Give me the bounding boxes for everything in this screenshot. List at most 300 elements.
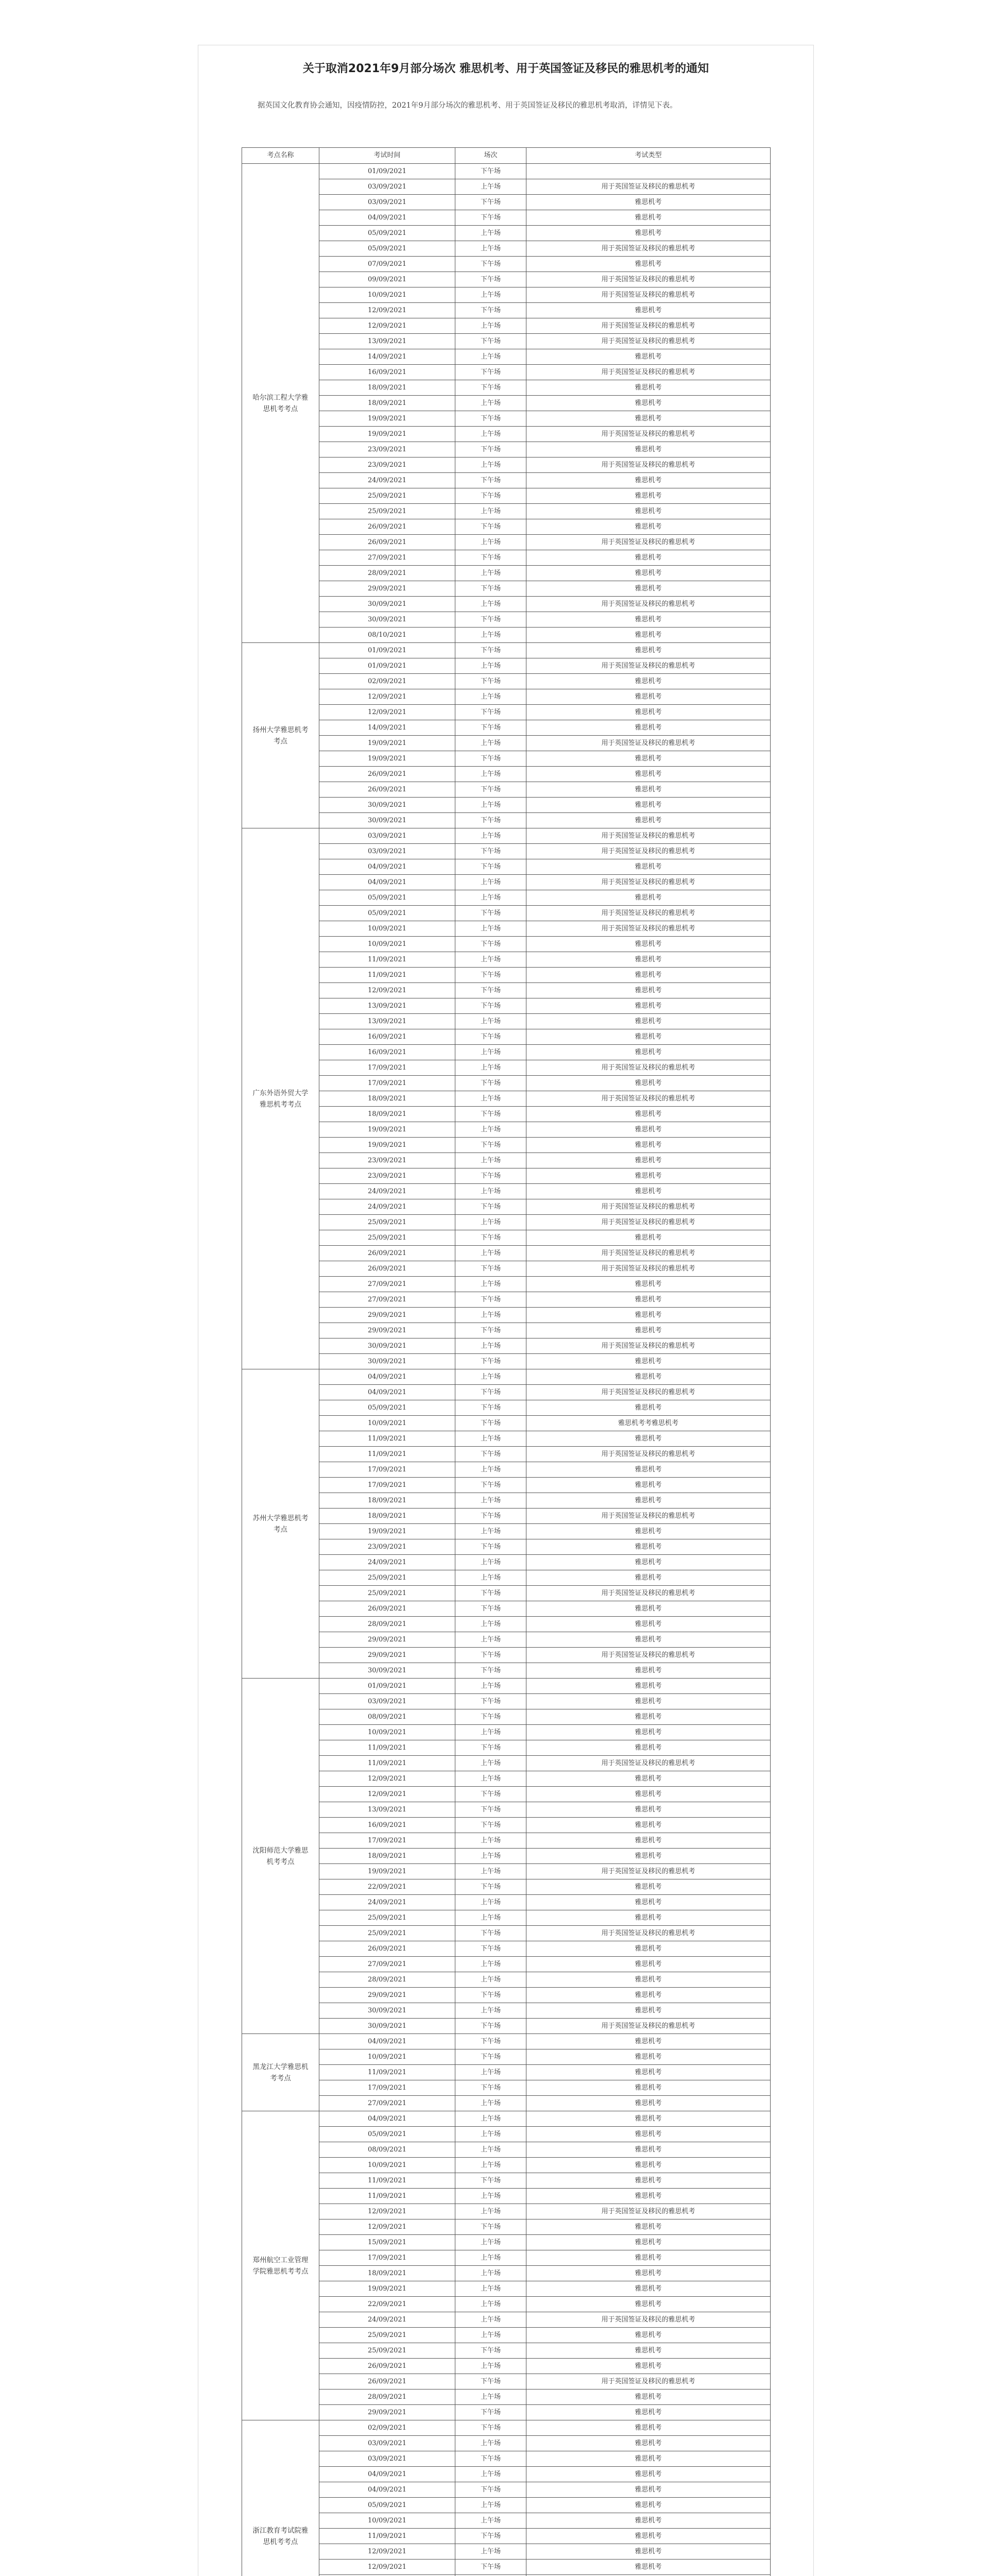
table-row <box>242 535 771 550</box>
type-cell: 雅思机考 <box>526 751 771 767</box>
type-cell <box>526 164 771 179</box>
session-cell: 下午场 <box>455 1709 526 1725</box>
session-cell: 下午场 <box>455 442 526 457</box>
session-cell: 上午场 <box>455 1849 526 1864</box>
table-row <box>242 968 771 983</box>
session-cell: 上午场 <box>455 2297 526 2312</box>
header-date: 考试时间 <box>319 148 455 164</box>
venue-cell: 郑州航空工业管理学院雅思机考考点 <box>242 2111 319 2420</box>
table-row <box>242 1539 771 1555</box>
session-cell: 下午场 <box>455 612 526 628</box>
session-cell: 上午场 <box>455 1091 526 1107</box>
table-row <box>242 1740 771 1756</box>
type-cell: 用于英国签证及移民的雅思机考 <box>526 318 771 334</box>
type-cell: 用于英国签证及移民的雅思机考 <box>526 906 771 921</box>
date-cell: 17/09/2021 <box>319 2080 455 2096</box>
table-row <box>242 2374 771 2389</box>
date-cell: 26/09/2021 <box>319 519 455 535</box>
type-cell: 用于英国签证及移民的雅思机考 <box>526 535 771 550</box>
date-cell: 25/09/2021 <box>319 1910 455 1926</box>
session-cell: 上午场 <box>455 2204 526 2219</box>
type-cell: 用于英国签证及移民的雅思机考 <box>526 457 771 473</box>
date-cell: 16/09/2021 <box>319 1045 455 1060</box>
venue-cell: 黑龙江大学雅思机考考点 <box>242 2034 319 2111</box>
date-cell: 28/09/2021 <box>319 1617 455 1632</box>
date-cell: 30/09/2021 <box>319 1338 455 1354</box>
session-cell: 上午场 <box>455 952 526 968</box>
date-cell: 29/09/2021 <box>319 1308 455 1323</box>
session-cell: 下午场 <box>455 581 526 597</box>
date-cell: 23/09/2021 <box>319 1153 455 1168</box>
type-cell: 用于英国签证及移民的雅思机考 <box>526 844 771 859</box>
session-cell: 上午场 <box>455 2142 526 2158</box>
session-cell: 上午场 <box>455 1122 526 1138</box>
table-row <box>242 2142 771 2158</box>
date-cell: 25/09/2021 <box>319 504 455 519</box>
session-cell: 下午场 <box>455 1787 526 1802</box>
date-cell: 25/09/2021 <box>319 1230 455 1246</box>
date-cell: 27/09/2021 <box>319 1277 455 1292</box>
session-cell: 上午场 <box>455 287 526 303</box>
table-row <box>242 2250 771 2266</box>
type-cell: 雅思机考 <box>526 2420 771 2436</box>
date-cell: 26/09/2021 <box>319 1941 455 1957</box>
type-cell: 雅思机考 <box>526 1431 771 1447</box>
session-cell: 上午场 <box>455 1725 526 1740</box>
date-cell: 30/09/2021 <box>319 2019 455 2034</box>
type-cell: 雅思机考 <box>526 2142 771 2158</box>
type-cell: 雅思机考 <box>526 1369 771 1385</box>
date-cell: 17/09/2021 <box>319 1478 455 1493</box>
table-row <box>242 674 771 689</box>
table-row <box>242 1184 771 1199</box>
session-cell: 上午场 <box>455 1153 526 1168</box>
date-cell: 11/09/2021 <box>319 968 455 983</box>
type-cell: 用于英国签证及移民的雅思机考 <box>526 1926 771 1941</box>
date-cell: 17/09/2021 <box>319 1076 455 1091</box>
date-cell: 23/09/2021 <box>319 442 455 457</box>
venue-cell: 苏州大学雅思机考考点 <box>242 1369 319 1679</box>
type-cell: 雅思机考 <box>526 1539 771 1555</box>
table-row <box>242 689 771 705</box>
type-cell: 雅思机考 <box>526 1818 771 1833</box>
date-cell: 29/09/2021 <box>319 1988 455 2003</box>
date-cell: 13/09/2021 <box>319 1802 455 1818</box>
table-row <box>242 1369 771 1385</box>
table-row <box>242 2405 771 2420</box>
date-cell: 12/09/2021 <box>319 318 455 334</box>
date-cell: 04/09/2021 <box>319 210 455 226</box>
date-cell: 25/09/2021 <box>319 488 455 504</box>
table-row <box>242 287 771 303</box>
session-cell: 下午场 <box>455 643 526 658</box>
type-cell: 用于英国签证及移民的雅思机考 <box>526 365 771 380</box>
session-cell: 上午场 <box>455 1493 526 1509</box>
session-cell: 下午场 <box>455 1539 526 1555</box>
date-cell: 24/09/2021 <box>319 1199 455 1215</box>
session-cell: 上午场 <box>455 597 526 612</box>
session-cell: 上午场 <box>455 1833 526 1849</box>
date-cell: 10/09/2021 <box>319 1416 455 1431</box>
session-cell: 上午场 <box>455 767 526 782</box>
table-row <box>242 1416 771 1431</box>
session-cell: 下午场 <box>455 1879 526 1895</box>
table-row <box>242 1462 771 1478</box>
session-cell: 下午场 <box>455 2219 526 2235</box>
date-cell: 03/09/2021 <box>319 179 455 195</box>
date-cell: 08/09/2021 <box>319 1709 455 1725</box>
table-row <box>242 272 771 287</box>
session-cell: 下午场 <box>455 195 526 210</box>
type-cell: 雅思机考 <box>526 782 771 798</box>
date-cell: 10/09/2021 <box>319 2049 455 2065</box>
date-cell: 04/09/2021 <box>319 875 455 890</box>
table-row <box>242 1400 771 1416</box>
date-cell: 27/09/2021 <box>319 1292 455 1308</box>
type-cell: 雅思机考 <box>526 1694 771 1709</box>
table-row <box>242 1107 771 1122</box>
date-cell: 11/09/2021 <box>319 2189 455 2204</box>
session-cell: 下午场 <box>455 1400 526 1416</box>
type-cell: 雅思机考 <box>526 2003 771 2019</box>
session-cell: 下午场 <box>455 2374 526 2389</box>
type-cell: 雅思机考 <box>526 1277 771 1292</box>
date-cell: 25/09/2021 <box>319 1570 455 1586</box>
date-cell: 01/09/2021 <box>319 643 455 658</box>
date-cell: 25/09/2021 <box>319 1215 455 1230</box>
venue-cell: 广东外语外贸大学雅思机考考点 <box>242 828 319 1369</box>
session-cell: 上午场 <box>455 349 526 365</box>
date-cell: 28/09/2021 <box>319 566 455 581</box>
type-cell: 雅思机考 <box>526 2405 771 2420</box>
session-cell: 上午场 <box>455 427 526 442</box>
table-row <box>242 1138 771 1153</box>
session-cell: 上午场 <box>455 689 526 705</box>
type-cell: 雅思机考 <box>526 998 771 1014</box>
date-cell: 22/09/2021 <box>319 2297 455 2312</box>
table-row <box>242 1694 771 1709</box>
date-cell: 29/09/2021 <box>319 1648 455 1663</box>
date-cell: 24/09/2021 <box>319 1895 455 1910</box>
type-cell: 雅思机考 <box>526 813 771 828</box>
type-cell: 用于英国签证及移民的雅思机考 <box>526 2312 771 2328</box>
date-cell: 12/09/2021 <box>319 705 455 720</box>
type-cell: 雅思机考 <box>526 720 771 736</box>
date-cell: 01/09/2021 <box>319 164 455 179</box>
type-cell: 雅思机考 <box>526 2065 771 2080</box>
table-row <box>242 1045 771 1060</box>
type-cell: 雅思机考 <box>526 890 771 906</box>
date-cell: 19/09/2021 <box>319 427 455 442</box>
session-cell: 下午场 <box>455 473 526 488</box>
type-cell: 雅思机考 <box>526 2482 771 2498</box>
session-cell: 下午场 <box>455 1323 526 1338</box>
table-row <box>242 890 771 906</box>
session-cell: 上午场 <box>455 457 526 473</box>
type-cell: 雅思机考 <box>526 396 771 411</box>
type-cell: 雅思机考 <box>526 2529 771 2544</box>
table-row <box>242 720 771 736</box>
date-cell: 29/09/2021 <box>319 581 455 597</box>
table-row <box>242 2498 771 2513</box>
session-cell: 下午场 <box>455 1926 526 1941</box>
table-row <box>242 2003 771 2019</box>
table-row <box>242 457 771 473</box>
date-cell: 03/09/2021 <box>319 2436 455 2451</box>
table-row <box>242 612 771 628</box>
date-cell: 03/09/2021 <box>319 1694 455 1709</box>
type-cell: 雅思机考 <box>526 1833 771 1849</box>
table-row <box>242 2560 771 2575</box>
type-cell: 雅思机考 <box>526 1045 771 1060</box>
type-cell: 雅思机考 <box>526 1740 771 1756</box>
date-cell: 24/09/2021 <box>319 1555 455 1570</box>
date-cell: 24/09/2021 <box>319 473 455 488</box>
date-cell: 30/09/2021 <box>319 813 455 828</box>
session-cell: 上午场 <box>455 2281 526 2297</box>
table-row <box>242 2529 771 2544</box>
date-cell: 11/09/2021 <box>319 1447 455 1462</box>
session-cell: 上午场 <box>455 1957 526 1972</box>
date-cell: 15/09/2021 <box>319 2235 455 2250</box>
type-cell: 用于英国签证及移民的雅思机考 <box>526 828 771 844</box>
date-cell: 25/09/2021 <box>319 1926 455 1941</box>
session-cell: 下午场 <box>455 2405 526 2420</box>
table-row <box>242 179 771 195</box>
date-cell: 10/09/2021 <box>319 921 455 937</box>
type-cell: 用于英国签证及移民的雅思机考 <box>526 1091 771 1107</box>
date-cell: 19/09/2021 <box>319 751 455 767</box>
type-cell: 雅思机考 <box>526 1153 771 1168</box>
date-cell: 12/09/2021 <box>319 1787 455 1802</box>
type-cell: 雅思机考 <box>526 612 771 628</box>
table-row <box>242 782 771 798</box>
session-cell: 上午场 <box>455 1369 526 1385</box>
date-cell: 26/09/2021 <box>319 1261 455 1277</box>
date-cell: 12/09/2021 <box>319 983 455 998</box>
table-row <box>242 1277 771 1292</box>
type-cell: 雅思机考 <box>526 2080 771 2096</box>
date-cell: 25/09/2021 <box>319 2328 455 2343</box>
table-row <box>242 334 771 349</box>
session-cell: 上午场 <box>455 736 526 751</box>
table-row <box>242 628 771 643</box>
session-cell: 下午场 <box>455 968 526 983</box>
session-cell: 上午场 <box>455 2544 526 2560</box>
session-cell: 下午场 <box>455 1261 526 1277</box>
session-cell: 上午场 <box>455 1184 526 1199</box>
type-cell: 雅思机考 <box>526 2467 771 2482</box>
type-cell: 雅思机考 <box>526 1570 771 1586</box>
table-row <box>242 1493 771 1509</box>
session-cell: 下午场 <box>455 998 526 1014</box>
type-cell: 雅思机考 <box>526 1972 771 1988</box>
session-cell: 下午场 <box>455 1416 526 1431</box>
table-row <box>242 550 771 566</box>
table-row <box>242 2019 771 2034</box>
session-cell: 下午场 <box>455 2080 526 2096</box>
table-row <box>242 2235 771 2250</box>
session-cell: 上午场 <box>455 2513 526 2529</box>
type-cell: 雅思机考 <box>526 2359 771 2374</box>
type-cell: 雅思机考 <box>526 1493 771 1509</box>
table-row <box>242 2482 771 2498</box>
type-cell: 用于英国签证及移民的雅思机考 <box>526 1648 771 1663</box>
session-cell: 上午场 <box>455 2250 526 2266</box>
type-cell: 雅思机考 <box>526 1308 771 1323</box>
date-cell: 11/09/2021 <box>319 1431 455 1447</box>
table-row <box>242 2467 771 2482</box>
date-cell: 19/09/2021 <box>319 2281 455 2297</box>
session-cell: 上午场 <box>455 179 526 195</box>
cancellation-table <box>242 147 771 2576</box>
date-cell: 01/09/2021 <box>319 658 455 674</box>
session-cell: 下午场 <box>455 272 526 287</box>
type-cell: 雅思机考 <box>526 968 771 983</box>
table-row <box>242 906 771 921</box>
session-cell: 下午场 <box>455 844 526 859</box>
session-cell: 下午场 <box>455 751 526 767</box>
table-row <box>242 1988 771 2003</box>
table-row <box>242 1199 771 1215</box>
date-cell: 12/09/2021 <box>319 689 455 705</box>
date-cell: 30/09/2021 <box>319 2003 455 2019</box>
type-cell: 雅思机考 <box>526 1988 771 2003</box>
table-row <box>242 1230 771 1246</box>
table-row <box>242 798 771 813</box>
header-type: 考试类型 <box>526 148 771 164</box>
type-cell: 雅思机考 <box>526 2297 771 2312</box>
date-cell: 17/09/2021 <box>319 2250 455 2266</box>
session-cell: 上午场 <box>455 2467 526 2482</box>
type-cell: 用于英国签证及移民的雅思机考 <box>526 1215 771 1230</box>
table-row <box>242 411 771 427</box>
session-cell: 下午场 <box>455 2451 526 2467</box>
session-cell: 上午场 <box>455 1308 526 1323</box>
date-cell: 18/09/2021 <box>319 1509 455 1524</box>
table-row <box>242 396 771 411</box>
table-row <box>242 736 771 751</box>
session-cell: 上午场 <box>455 396 526 411</box>
type-cell: 雅思机考 <box>526 952 771 968</box>
table-row <box>242 2266 771 2281</box>
table-row <box>242 2297 771 2312</box>
table-row <box>242 1787 771 1802</box>
session-cell: 下午场 <box>455 1663 526 1679</box>
table-row <box>242 226 771 241</box>
table-row <box>242 2204 771 2219</box>
type-cell: 雅思机考 <box>526 1957 771 1972</box>
table-row <box>242 1586 771 1601</box>
session-cell: 上午场 <box>455 318 526 334</box>
type-cell: 雅思机考 <box>526 937 771 952</box>
type-cell: 雅思机考 <box>526 1771 771 1787</box>
type-cell: 用于英国签证及移民的雅思机考 <box>526 2204 771 2219</box>
session-cell: 下午场 <box>455 1648 526 1663</box>
session-cell: 下午场 <box>455 2420 526 2436</box>
type-cell: 雅思机考 <box>526 1632 771 1648</box>
date-cell: 11/09/2021 <box>319 1740 455 1756</box>
table-row <box>242 998 771 1014</box>
table-row <box>242 2127 771 2142</box>
session-cell: 下午场 <box>455 983 526 998</box>
date-cell: 03/09/2021 <box>319 844 455 859</box>
date-cell: 30/09/2021 <box>319 798 455 813</box>
date-cell: 30/09/2021 <box>319 1354 455 1369</box>
type-cell: 用于英国签证及移民的雅思机考 <box>526 1509 771 1524</box>
session-cell: 下午场 <box>455 1230 526 1246</box>
date-cell: 11/09/2021 <box>319 1756 455 1771</box>
date-cell: 18/09/2021 <box>319 380 455 396</box>
date-cell: 27/09/2021 <box>319 1957 455 1972</box>
table-row <box>242 2096 771 2111</box>
type-cell: 雅思机考 <box>526 2513 771 2529</box>
date-cell: 08/09/2021 <box>319 2142 455 2158</box>
type-cell: 用于英国签证及移民的雅思机考 <box>526 1261 771 1277</box>
venue-cell: 浙江教育考试院雅思机考考点 <box>242 2420 319 2576</box>
table-row <box>242 643 771 658</box>
session-cell: 上午场 <box>455 2498 526 2513</box>
table-row <box>242 2173 771 2189</box>
type-cell: 用于英国签证及移民的雅思机考 <box>526 1447 771 1462</box>
date-cell: 18/09/2021 <box>319 1091 455 1107</box>
session-cell: 上午场 <box>455 1060 526 1076</box>
type-cell: 雅思机考 <box>526 1555 771 1570</box>
table-row <box>242 1478 771 1493</box>
table-row <box>242 844 771 859</box>
table-row <box>242 2111 771 2127</box>
session-cell: 下午场 <box>455 164 526 179</box>
session-cell: 上午场 <box>455 1277 526 1292</box>
type-cell: 雅思机考 <box>526 2034 771 2049</box>
date-cell: 11/09/2021 <box>319 2529 455 2544</box>
session-cell: 下午场 <box>455 1199 526 1215</box>
table-row <box>242 1679 771 1694</box>
date-cell: 16/09/2021 <box>319 1818 455 1833</box>
type-cell: 雅思机考 <box>526 1709 771 1725</box>
session-cell: 上午场 <box>455 535 526 550</box>
session-cell: 上午场 <box>455 1215 526 1230</box>
date-cell: 10/09/2021 <box>319 2158 455 2173</box>
session-cell: 上午场 <box>455 2436 526 2451</box>
session-cell: 下午场 <box>455 1029 526 1045</box>
date-cell: 26/09/2021 <box>319 2359 455 2374</box>
table-row <box>242 2389 771 2405</box>
date-cell: 27/09/2021 <box>319 550 455 566</box>
date-cell: 04/09/2021 <box>319 1385 455 1400</box>
table-row <box>242 318 771 334</box>
date-cell: 04/09/2021 <box>319 2034 455 2049</box>
date-cell: 13/09/2021 <box>319 334 455 349</box>
type-cell: 雅思机考 <box>526 442 771 457</box>
date-cell: 10/09/2021 <box>319 937 455 952</box>
type-cell: 用于英国签证及移民的雅思机考 <box>526 1199 771 1215</box>
date-cell: 12/09/2021 <box>319 2544 455 2560</box>
date-cell: 05/09/2021 <box>319 226 455 241</box>
table-row <box>242 2080 771 2096</box>
session-cell: 上午场 <box>455 1431 526 1447</box>
date-cell: 30/09/2021 <box>319 1663 455 1679</box>
session-cell: 上午场 <box>455 2003 526 2019</box>
date-cell: 28/09/2021 <box>319 2389 455 2405</box>
session-cell: 下午场 <box>455 488 526 504</box>
table-row <box>242 921 771 937</box>
type-cell: 雅思机考 <box>526 1014 771 1029</box>
table-row <box>242 2451 771 2467</box>
type-cell: 雅思机考 <box>526 380 771 396</box>
table-row <box>242 1756 771 1771</box>
table-row <box>242 1895 771 1910</box>
